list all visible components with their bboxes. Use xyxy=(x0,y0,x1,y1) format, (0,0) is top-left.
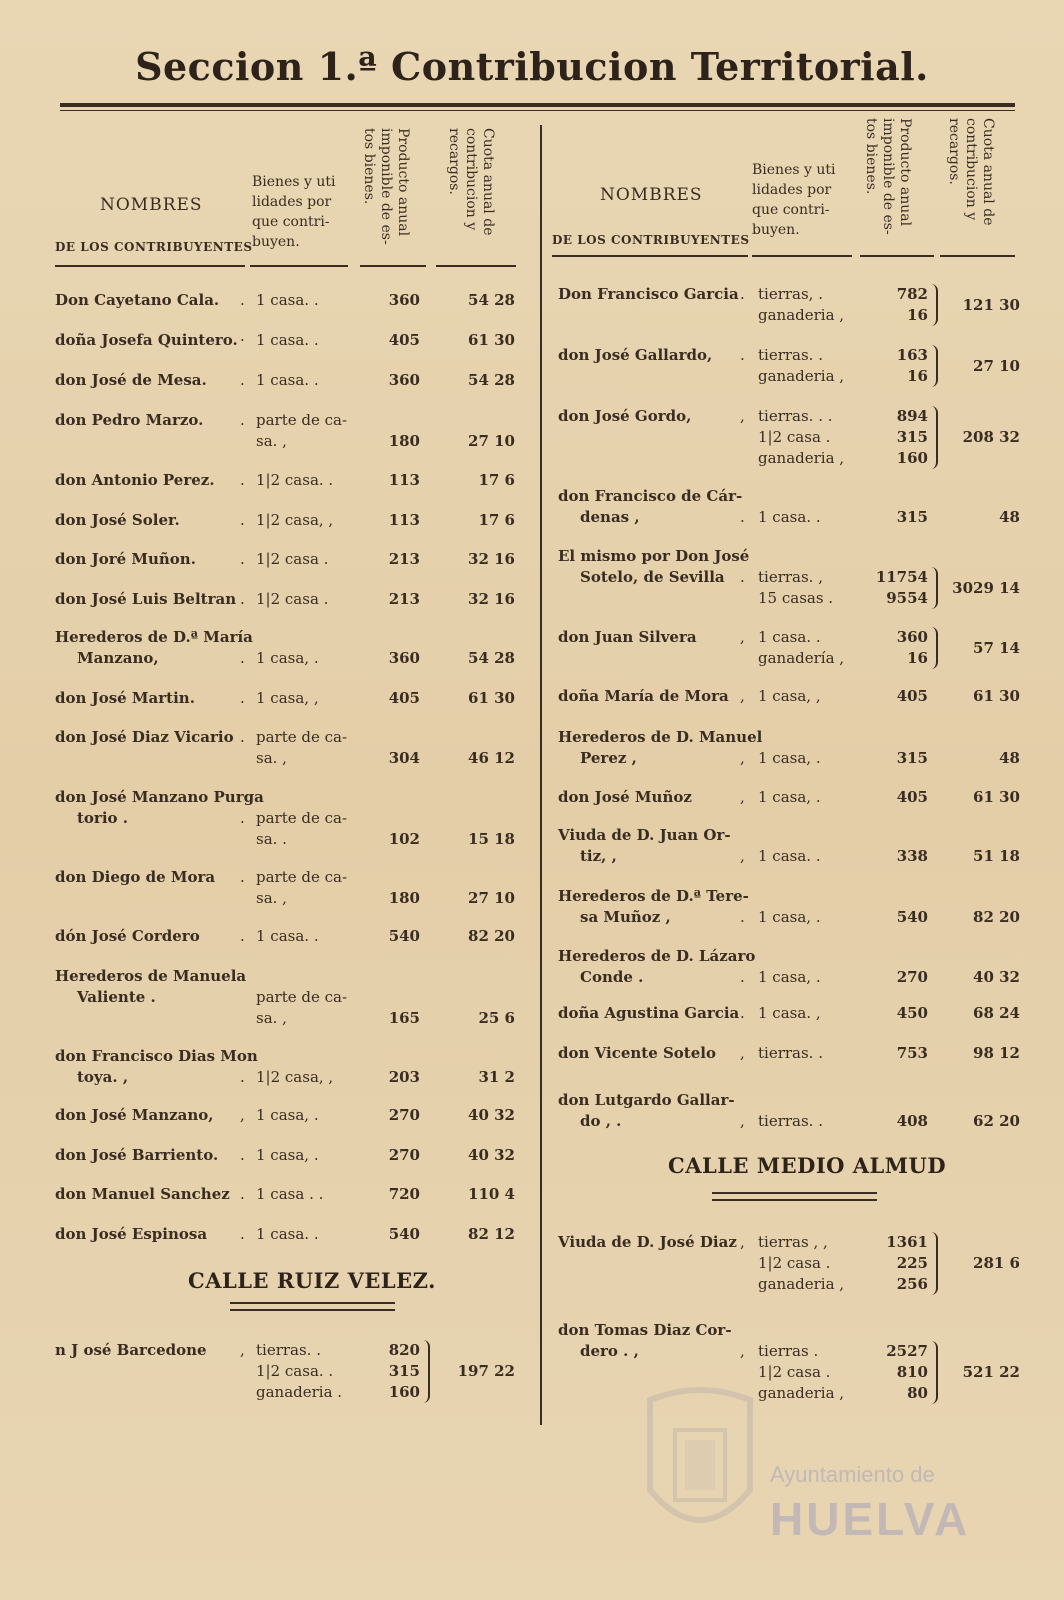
cuota-value: 68 24 xyxy=(973,1004,1020,1022)
property-desc: sa. , xyxy=(256,749,287,767)
property-desc: 1|2 casa . xyxy=(256,590,329,608)
cuota-value: 61 30 xyxy=(973,687,1020,705)
header-rule xyxy=(436,265,516,267)
producto-value: 782 xyxy=(896,285,928,303)
property-desc: 1 casa. . xyxy=(256,331,319,349)
contributor-name: don José Manzano Purga xyxy=(55,788,264,806)
property-desc: sa. , xyxy=(256,1009,287,1027)
contributor-name-cont: Perez , xyxy=(580,749,637,767)
watermark-logo-text: HUELVA xyxy=(770,1493,971,1545)
contributor-name: don José Martin. xyxy=(55,689,195,707)
contributor-name: don Juan Silvera xyxy=(558,628,697,646)
cuota-value: 48 xyxy=(999,508,1020,526)
header-cuota-right: Cuota anual de contribucion y recargos. xyxy=(946,118,996,226)
property-desc: ganaderia . xyxy=(256,1383,343,1401)
header-producto-left: Producto anual imponible de es- tos bienes. xyxy=(361,128,411,245)
producto-value: 270 xyxy=(388,1106,420,1124)
producto-value: 102 xyxy=(388,830,420,848)
property-desc: 1 casa, . xyxy=(758,908,821,926)
property-desc: parte de ca- xyxy=(256,728,348,746)
contributor-name-cont: Conde . xyxy=(580,968,644,986)
cuota-value: 61 30 xyxy=(973,788,1020,806)
producto-value: 11754 xyxy=(875,568,928,586)
leader-dot: , xyxy=(240,1341,245,1359)
contributor-name: Viuda de D. José Diaz xyxy=(558,1233,737,1251)
property-desc: 1 casa, . xyxy=(256,649,319,667)
contributor-name: don José Manzano, xyxy=(55,1106,214,1124)
leader-dot: . xyxy=(240,927,245,945)
producto-value: 160 xyxy=(388,1383,420,1401)
producto-value: 360 xyxy=(388,371,420,389)
property-desc: tierras. . xyxy=(256,1341,321,1359)
producto-value: 113 xyxy=(388,471,420,489)
property-desc: sa. . xyxy=(256,830,287,848)
brace-icon xyxy=(931,567,938,609)
leader-dot: , xyxy=(740,407,745,425)
property-desc: 1|2 casa . xyxy=(758,428,831,446)
contributor-name: don Lutgardo Gallar- xyxy=(558,1091,735,1109)
producto-value: 225 xyxy=(896,1254,928,1272)
leader-dot: . xyxy=(240,868,245,886)
header-bienes-line: lidades por xyxy=(752,182,832,198)
cuota-value: 98 12 xyxy=(973,1044,1020,1062)
leader-dot: . xyxy=(240,471,245,489)
leader-dot: , xyxy=(740,847,745,865)
property-desc: 1 casa. . xyxy=(256,291,319,309)
leader-dot: . xyxy=(240,291,245,309)
leader-dot: . xyxy=(740,568,745,586)
property-desc: tierras . xyxy=(758,1342,819,1360)
contributor-name: don José Soler. xyxy=(55,511,180,529)
leader-dot: . xyxy=(740,1004,745,1022)
producto-value: 160 xyxy=(896,449,928,467)
brace-icon xyxy=(423,1340,430,1403)
leader-dot: . xyxy=(740,968,745,986)
contributor-name: Viuda de D. Juan Or- xyxy=(558,826,731,844)
title-rule xyxy=(60,103,1015,107)
contributor-name: don Antonio Perez. xyxy=(55,471,215,489)
property-desc: 1 casa . . xyxy=(256,1185,324,1203)
contributor-name-cont: sa Muñoz , xyxy=(580,908,671,926)
header-bienes-line: lidades por xyxy=(252,194,332,210)
header-bienes-right xyxy=(752,160,835,240)
header-contrib-right: DE LOS CONTRIBUYENTES xyxy=(552,233,750,247)
producto-value: 213 xyxy=(388,590,420,608)
cuota-value: 110 4 xyxy=(468,1185,515,1203)
leader-dot: , xyxy=(740,1342,745,1360)
header-names-left: NOMBRES xyxy=(100,195,203,215)
leader-dot: , xyxy=(240,1106,245,1124)
property-desc: 1|2 casa . xyxy=(758,1363,831,1381)
producto-value: 180 xyxy=(388,432,420,450)
property-desc: 1 casa. . xyxy=(256,371,319,389)
producto-value: 213 xyxy=(388,550,420,568)
cuota-value: 46 12 xyxy=(468,749,515,767)
property-desc: tierras, . xyxy=(758,285,823,303)
producto-value: 540 xyxy=(388,1225,420,1243)
property-desc: tierras. . xyxy=(758,1044,823,1062)
property-desc: ganadería , xyxy=(758,649,845,667)
leader-dot: . xyxy=(240,511,245,529)
property-desc: 1 casa, . xyxy=(758,788,821,806)
property-desc: 15 casas . xyxy=(758,589,834,607)
contributor-name: doña María de Mora xyxy=(558,687,729,705)
street-rule-right xyxy=(712,1192,877,1201)
contributor-name: don José de Mesa. xyxy=(55,371,207,389)
property-desc: 1|2 casa, , xyxy=(256,1068,334,1086)
contributor-name: Herederos de D.ª María xyxy=(55,628,253,646)
producto-value: 315 xyxy=(896,428,928,446)
city-seal-watermark xyxy=(640,1380,760,1550)
leader-dot: . xyxy=(240,809,245,827)
cuota-value: 40 32 xyxy=(468,1146,515,1164)
leader-dot: . xyxy=(240,411,245,429)
property-desc: parte de ca- xyxy=(256,411,348,429)
producto-value: 540 xyxy=(896,908,928,926)
contributor-name: doña Agustina Garcia xyxy=(558,1004,740,1022)
property-desc: 1 casa. . xyxy=(256,1225,319,1243)
leader-dot: , xyxy=(740,628,745,646)
leader-dot: . xyxy=(240,590,245,608)
brace-icon xyxy=(931,345,938,387)
property-desc: 1 casa. . xyxy=(758,847,821,865)
producto-value: 315 xyxy=(896,749,928,767)
header-rule xyxy=(250,265,348,267)
contributor-name-cont: Valiente . xyxy=(77,988,156,1006)
contributor-name: El mismo por Don José xyxy=(558,547,750,565)
leader-dot: . xyxy=(740,346,745,364)
property-desc: 1|2 casa . xyxy=(256,550,329,568)
producto-value: 810 xyxy=(896,1363,928,1381)
leader-dot: . xyxy=(740,285,745,303)
contributor-name: dón José Cordero xyxy=(55,927,200,945)
producto-value: 270 xyxy=(388,1146,420,1164)
header-bienes-line: buyen. xyxy=(252,234,300,250)
contributor-name: Don Cayetano Cala. xyxy=(55,291,220,309)
producto-value: 16 xyxy=(907,649,928,667)
page-title: Seccion 1.ª Contribucion Territorial. xyxy=(135,44,929,89)
leader-dot: , xyxy=(740,1044,745,1062)
contributor-name: don Diego de Mora xyxy=(55,868,216,886)
cuota-value: 281 6 xyxy=(973,1254,1020,1272)
property-desc: 1 casa, . xyxy=(758,749,821,767)
producto-value: 540 xyxy=(388,927,420,945)
header-bienes-line: que contri- xyxy=(752,202,830,218)
column-separator xyxy=(540,125,542,1425)
property-desc: 1 casa, , xyxy=(758,687,821,705)
property-desc: 1|2 casa, , xyxy=(256,511,334,529)
contributor-name: don Manuel Sanchez xyxy=(55,1185,230,1203)
leader-dot: . xyxy=(240,1225,245,1243)
header-rule xyxy=(360,265,426,267)
cuota-value: 521 22 xyxy=(962,1363,1020,1381)
contributor-name: Don Francisco Garcia xyxy=(558,285,739,303)
title-rule-thin xyxy=(60,110,1015,111)
property-desc: 1 casa. . xyxy=(256,927,319,945)
producto-value: 180 xyxy=(388,889,420,907)
header-rule xyxy=(752,255,852,257)
producto-value: 753 xyxy=(896,1044,928,1062)
producto-value: 820 xyxy=(388,1341,420,1359)
property-desc: parte de ca- xyxy=(256,809,348,827)
property-desc: 1|2 casa . xyxy=(758,1254,831,1272)
producto-value: 16 xyxy=(907,306,928,324)
header-bienes-line: Bienes y uti xyxy=(252,174,336,190)
cuota-value: 27 10 xyxy=(973,356,1020,375)
leader-dot: , xyxy=(740,788,745,806)
producto-value: 1361 xyxy=(886,1233,928,1251)
contributor-name: don Pedro Marzo. xyxy=(55,411,204,429)
contributor-name-cont: Sotelo, de Sevilla xyxy=(580,568,725,586)
producto-value: 304 xyxy=(388,749,420,767)
contributor-name-cont: dero . , xyxy=(580,1342,639,1360)
producto-value: 270 xyxy=(896,968,928,986)
property-desc: ganaderia , xyxy=(758,449,845,467)
cuota-value: 82 12 xyxy=(468,1225,515,1243)
leader-dot: . xyxy=(240,1185,245,1203)
producto-value: 720 xyxy=(388,1185,420,1203)
contributor-name: don José Espinosa xyxy=(55,1225,208,1243)
cuota-value: 82 20 xyxy=(973,908,1020,926)
contributor-name-cont: toya. , xyxy=(77,1068,129,1086)
header-bienes-left xyxy=(252,172,335,252)
property-desc: parte de ca- xyxy=(256,868,348,886)
cuota-value: 121 30 xyxy=(962,295,1020,314)
cuota-value: 3029 14 xyxy=(952,578,1020,597)
contributor-name-cont: tiz, , xyxy=(580,847,617,865)
cuota-value: 61 30 xyxy=(468,331,515,349)
leader-dot: , xyxy=(740,687,745,705)
header-rule xyxy=(55,265,245,267)
cuota-value: 32 16 xyxy=(468,550,515,568)
cuota-value: 27 10 xyxy=(468,432,515,450)
contributor-name: don José Muñoz xyxy=(558,788,692,806)
producto-value: 360 xyxy=(388,649,420,667)
header-names-right: NOMBRES xyxy=(600,185,703,205)
contributor-name: don José Gordo, xyxy=(558,407,692,425)
header-producto-right: Producto anual imponible de es- tos bienes. xyxy=(863,118,913,235)
leader-dot: , xyxy=(740,1112,745,1130)
contributor-name: don Francisco Dias Mon xyxy=(55,1047,258,1065)
property-desc: 1 casa. . xyxy=(758,508,821,526)
watermark-text: Ayuntamiento de xyxy=(770,1462,935,1487)
producto-value: 408 xyxy=(896,1112,928,1130)
property-desc: 1 casa. . xyxy=(758,628,821,646)
contributor-name: don Tomas Diaz Cor- xyxy=(558,1321,732,1339)
cuota-value: 15 18 xyxy=(468,830,515,848)
producto-value: 165 xyxy=(388,1009,420,1027)
property-desc: tierras. . . xyxy=(758,407,833,425)
property-desc: tierras. . xyxy=(758,1112,823,1130)
property-desc: 1 casa, , xyxy=(256,689,319,707)
property-desc: 1 casa. , xyxy=(758,1004,821,1022)
cuota-value: 54 28 xyxy=(468,649,515,667)
contributor-name: don Joré Muñon. xyxy=(55,550,196,568)
street-rule-left xyxy=(230,1302,395,1311)
leader-dot: . xyxy=(240,1068,245,1086)
producto-value: 405 xyxy=(388,331,420,349)
brace-icon xyxy=(931,1341,938,1404)
contributor-name: Herederos de D.ª Tere- xyxy=(558,887,749,905)
brace-icon xyxy=(931,1232,938,1295)
property-desc: 1 casa, . xyxy=(256,1146,319,1164)
contributor-name-cont: do , . xyxy=(580,1112,622,1130)
property-desc: ganaderia , xyxy=(758,1384,845,1402)
cuota-value: 54 28 xyxy=(468,291,515,309)
producto-value: 113 xyxy=(388,511,420,529)
leader-dot: . xyxy=(240,1146,245,1164)
producto-value: 894 xyxy=(896,407,928,425)
cuota-value: 57 14 xyxy=(973,638,1020,657)
producto-value: 405 xyxy=(896,687,928,705)
leader-dot: . xyxy=(740,908,745,926)
header-bienes-line: Bienes y uti xyxy=(752,162,836,178)
brace-icon xyxy=(931,406,938,469)
property-desc: ganaderia , xyxy=(758,367,845,385)
property-desc: tierras. , xyxy=(758,568,823,586)
property-desc: parte de ca- xyxy=(256,988,348,1006)
leader-dot: . xyxy=(740,508,745,526)
property-desc: ganaderia , xyxy=(758,1275,845,1293)
leader-dot: . xyxy=(240,689,245,707)
property-desc: 1|2 casa. . xyxy=(256,471,334,489)
header-cuota-left: Cuota anual de contribucion y recargos. xyxy=(446,128,496,236)
producto-value: 256 xyxy=(896,1275,928,1293)
brace-icon xyxy=(931,284,938,326)
property-desc: 1|2 casa. . xyxy=(256,1362,334,1380)
producto-value: 405 xyxy=(896,788,928,806)
producto-value: 203 xyxy=(388,1068,420,1086)
cuota-value: 51 18 xyxy=(973,847,1020,865)
contributor-name: Herederos de D. Lázaro xyxy=(558,947,756,965)
producto-value: 2527 xyxy=(886,1342,928,1360)
header-rule xyxy=(552,255,748,257)
street-heading-left: CALLE RUIZ VELEZ. xyxy=(188,1268,436,1293)
producto-value: 315 xyxy=(896,508,928,526)
producto-value: 80 xyxy=(907,1384,928,1402)
street-heading-right: CALLE MEDIO ALMUD xyxy=(668,1153,947,1178)
header-rule xyxy=(860,255,934,257)
producto-value: 450 xyxy=(896,1004,928,1022)
cuota-value: 32 16 xyxy=(468,590,515,608)
leader-dot: , xyxy=(740,1233,745,1251)
contributor-name: don Francisco de Cár- xyxy=(558,487,743,505)
contributor-name: don José Barriento. xyxy=(55,1146,219,1164)
property-desc: tierras. . xyxy=(758,346,823,364)
producto-value: 163 xyxy=(896,346,928,364)
producto-value: 360 xyxy=(896,628,928,646)
producto-value: 16 xyxy=(907,367,928,385)
cuota-value: 25 6 xyxy=(478,1009,515,1027)
producto-value: 360 xyxy=(388,291,420,309)
cuota-value: 61 30 xyxy=(468,689,515,707)
header-contrib-left: DE LOS CONTRIBUYENTES xyxy=(55,240,253,254)
producto-value: 405 xyxy=(388,689,420,707)
contributor-name: don Vicente Sotelo xyxy=(558,1044,716,1062)
brace-icon xyxy=(931,627,938,669)
property-desc: 1 casa, . xyxy=(758,968,821,986)
cuota-value: 17 6 xyxy=(478,511,515,529)
property-desc: sa. , xyxy=(256,432,287,450)
leader-dot: · xyxy=(240,331,245,349)
cuota-value: 197 22 xyxy=(457,1362,515,1380)
contributor-name: don José Gallardo, xyxy=(558,346,713,364)
leader-dot: , xyxy=(740,749,745,767)
property-desc: 1 casa, . xyxy=(256,1106,319,1124)
header-rule xyxy=(940,255,1015,257)
producto-value: 9554 xyxy=(886,589,928,607)
contributor-name-cont: Manzano, xyxy=(77,649,159,667)
cuota-value: 54 28 xyxy=(468,371,515,389)
contributor-name: n J osé Barcedone xyxy=(55,1341,207,1359)
leader-dot: . xyxy=(240,649,245,667)
property-desc: ganaderia , xyxy=(758,306,845,324)
producto-value: 315 xyxy=(388,1362,420,1380)
contributor-name: Herederos de Manuela xyxy=(55,967,247,985)
contributor-name: don José Diaz Vicario xyxy=(55,728,234,746)
leader-dot: . xyxy=(240,550,245,568)
cuota-value: 27 10 xyxy=(468,889,515,907)
contributor-name: doña Josefa Quintero. xyxy=(55,331,238,349)
property-desc: sa. , xyxy=(256,889,287,907)
contributor-name-cont: torio . xyxy=(77,809,128,827)
contributor-name-cont: denas , xyxy=(580,508,640,526)
property-desc: tierras , , xyxy=(758,1233,828,1251)
cuota-value: 40 32 xyxy=(973,968,1020,986)
header-bienes-line: que contri- xyxy=(252,214,330,230)
contributor-name: Herederos de D. Manuel xyxy=(558,728,763,746)
producto-value: 338 xyxy=(896,847,928,865)
leader-dot: . xyxy=(240,371,245,389)
header-bienes-line: buyen. xyxy=(752,222,800,238)
cuota-value: 48 xyxy=(999,749,1020,767)
cuota-value: 40 32 xyxy=(468,1106,515,1124)
cuota-value: 62 20 xyxy=(973,1112,1020,1130)
cuota-value: 17 6 xyxy=(478,471,515,489)
contributor-name: don José Luis Beltran xyxy=(55,590,237,608)
cuota-value: 208 32 xyxy=(962,428,1020,446)
cuota-value: 31 2 xyxy=(478,1068,515,1086)
cuota-value: 82 20 xyxy=(468,927,515,945)
leader-dot: . xyxy=(240,728,245,746)
